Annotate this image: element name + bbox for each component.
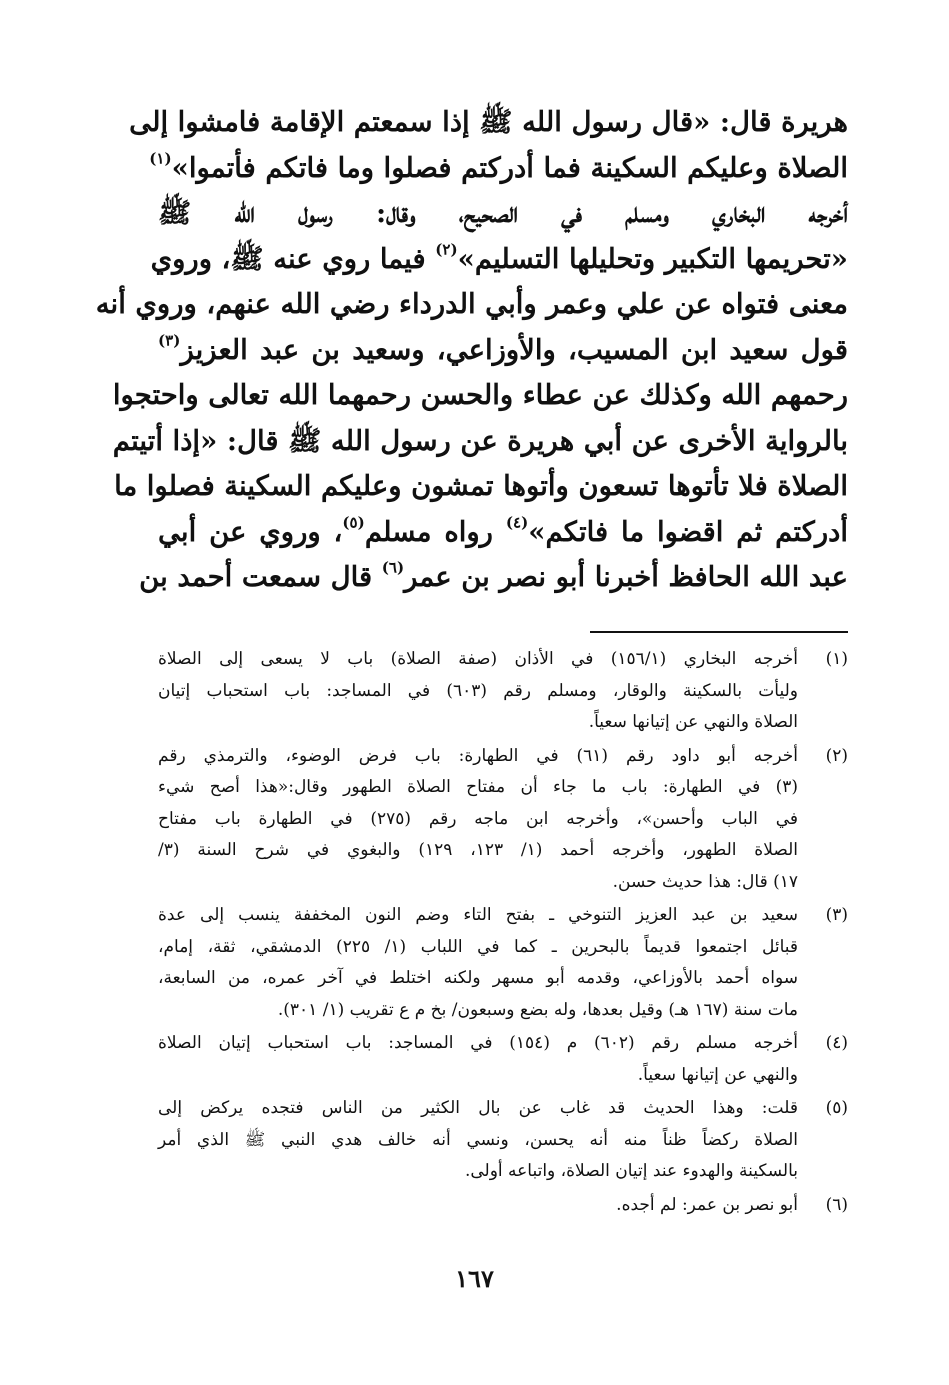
footnote-ref-4: (٤) [505,512,529,531]
footnote-6 [158,1190,848,1222]
main-line-10-mid: رواه مسلم [364,515,506,548]
footnote-line: وليأت بالسكينة والوقار، ومسلم رقم (٦٠٣) في المساجد: باب استحباب إتيان [158,680,799,701]
footnote-line: سواه أحمد بالأوزاعي، وقدمه أبو مسهر ولكنه اختلط في آخر عمره، من السابعة، [158,968,798,988]
footnote-5 [158,1093,848,1188]
main-line-11 [139,555,848,601]
footnote-line: أخرجه أبو داود رقم (٦١) في الطهارة: باب فرض الوضوء، والترمذي رقم [158,745,798,766]
main-line-8: بالرواية الأخرى عن أبي هريرة عن رسول الله ﷺ قال: «إذا أتيتم [112,424,848,457]
footnote-line: الصلاة ركضاً ظناً منه أنه يحسن، ونسي أنه خالف هدي النبي ﷺ الذي أمر [158,1129,798,1150]
footnote-line: (٣) في الطهارة: باب ما جاء أن مفتاح الصلاة الطهور وقال:«هذا أصح شيء [158,777,798,797]
footnote-line: قبائل اجتمعوا قديماً بالبحرين ـ كما في اللباب (١/ ٢٢٥) الدمشقي، ثقة، إمام، [158,936,799,957]
footnote-ref-1: (١) [149,148,172,167]
footnote-number: (٦) [825,1194,848,1215]
footnote-line: قلت: وهذا الحديث قد غاب عن بال الكثير من الناس فتجده يركض إلى [158,1098,798,1118]
main-line-3: أخرجه البخاري ومسلم في الصحيح، وقال: رسول الله ﷺ [158,197,848,229]
footnote-ref-5: (٥) [342,512,365,531]
footnote-line: ١٧) قال: هذا حديث حسن. [612,871,798,892]
footnote-line: بالسكينة والهدوء عند إتيان الصلاة، واتباعه أولى. [464,1161,798,1181]
footnote-line: أبو نصر بن عمر: لم أجده. [616,1194,798,1215]
main-line-2-text: الصلاة وعليكم السكينة فما أدركتم فصلوا وما فاتكم فأتموا» [171,151,848,184]
main-line-10-tail: ، وروي عن أبي [158,515,343,548]
footnote-2 [158,741,848,899]
main-line-10-text: أدركتم ثم اقضوا ما فاتكم» [528,515,848,548]
footnote-1 [158,644,848,739]
main-line-4-tail: فيما روي عنه ﷺ، وروي [150,242,436,275]
footnote-number: (٥) [825,1098,848,1118]
footnote-line: والنهي عن إتيانها سعياً. [637,1064,798,1085]
footnote-3 [158,900,848,1026]
footnote-number: (٤) [825,1033,848,1053]
main-line-5: معنى فتواه عن علي وعمر وأبي الدرداء رضي الله عنهم، وروي أنه [95,288,848,320]
main-line-6-text: قول سعيد ابن المسيب، والأوزاعي، وسعيد بن عبد العزيز [180,333,848,366]
footnote-line: الصلاة الطهور، وأخرجه أحمد (١/ ١٢٣، ١٢٩) والبغوي في شرح السنة (٣/ [158,840,798,860]
footnote-number: (١) [825,649,848,669]
footnote-number: (٣) [825,905,848,925]
footnote-ref-6: (٦) [381,558,405,577]
main-line-11-tail: قال سمعت أحمد بن [139,561,382,593]
footnote-number: (٢) [825,745,848,766]
main-line-6 [158,328,848,374]
footnote-line: أخرجه البخاري (١٥٦/١) في الأذان (صفة الصلاة) باب لا يسعى إلى الصلاة [158,649,798,669]
main-line-1: هريرة قال: «قال رسول الله ﷺ إذا سمعتم الإقامة فامشوا إلى [129,106,848,138]
main-line-10 [158,510,848,556]
main-line-4 [150,237,848,283]
footnote-ref-3: (٣) [158,330,181,349]
footnote-line: مات سنة (١٦٧ هـ) وقيل بعدها، وله بضع وسبعون/ بخ م ع تقريب (١/ ٣٠١). [277,999,798,1020]
main-line-4-text: «تحريمها التكبير وتحليلها التسليم» [457,242,848,275]
footnote-line: سعيد بن عبد العزيز التنوخي ـ بفتح التاء وضم النون المخففة ينسب إلى عدة [158,905,798,925]
main-line-9: الصلاة فلا تأتوها تسعون وأتوها تمشون وعليكم السكينة فصلوا ما [114,470,848,502]
main-line-2 [149,146,848,192]
main-text [95,100,848,601]
footnote-line: الصلاة والنهي عن إتيانها سعياً. [588,712,798,732]
page-number: ١٦٧ [455,1264,494,1293]
main-line-11-text: عبد الله الحافظ أخبرنا أبو نصر بن عمر [404,561,848,593]
footnote-4 [158,1028,848,1091]
footnote-separator [590,631,848,633]
footnote-ref-2: (٢) [435,239,458,258]
footnotes [158,644,848,1223]
footnote-line: أخرجه مسلم رقم (٦٠٢) م (١٥٤) في المساجد: باب استحباب إتيان الصلاة [158,1033,798,1053]
main-line-7: رحمهم الله وكذلك عن عطاء والحسن رحمهما الله تعالى واحتجوا [112,379,848,411]
footnote-line: في الباب وأحسن»، وأخرجه ابن ماجه رقم (٢٧٥) في الطهارة باب مفتاح [158,808,798,829]
